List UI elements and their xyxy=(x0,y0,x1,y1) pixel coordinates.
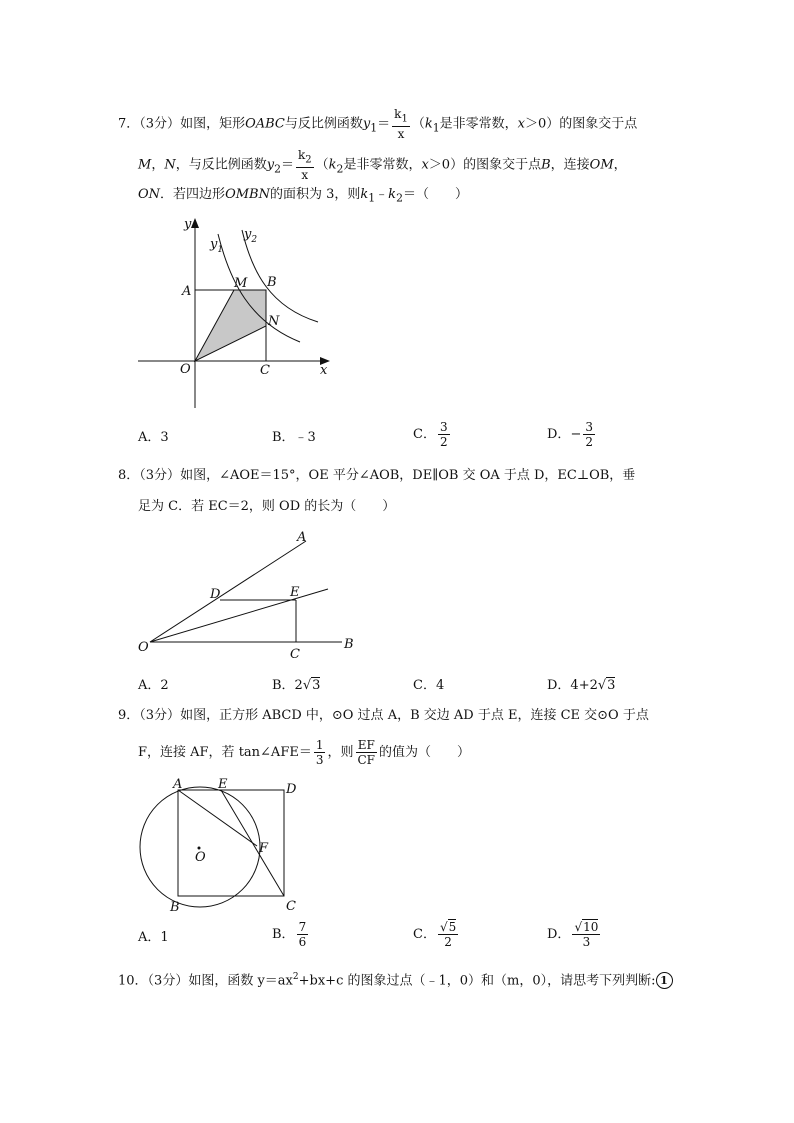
q7-line2: M，N，与反比例函数$y_2=$ $\frac{k_2}{x}$ （$k_2$是非零常数，x＞0）的图象交于点B，连接OM， xyxy=(138,148,627,183)
ray-OE xyxy=(150,589,328,642)
q9-figure xyxy=(135,776,310,916)
label-D: D xyxy=(286,782,297,797)
segment-AF xyxy=(178,790,257,846)
q7-fraction-k2-over-x: $\frac{k_2}{x}$ xyxy=(297,148,312,183)
sqrt-sign: √ xyxy=(574,920,583,934)
q8-figure xyxy=(130,528,370,663)
shaded-quadrilateral-OMBN xyxy=(195,290,266,361)
label-O: O xyxy=(180,362,191,377)
q10-line1: 10．（3分）如图，函数 $y=ax^2+bx+c$ 的图象过点（﹣1，0）和（m，0），请思考下列判断: 1 xyxy=(118,967,673,991)
label-M: M xyxy=(234,276,248,291)
label-B: B xyxy=(170,900,180,915)
q7-figure xyxy=(130,212,340,412)
q7-option-c[interactable]: C． $\frac{3}{2}$ xyxy=(413,420,448,449)
q9-option-b[interactable]: B． $\frac{7}{6}$ xyxy=(272,920,307,949)
label-A: A xyxy=(297,530,307,545)
sqrt-sign: √ xyxy=(439,920,448,934)
label-E: E xyxy=(218,777,228,792)
label-E: E xyxy=(290,585,300,600)
sqrt-sign: √ xyxy=(597,678,607,693)
q8-line1: 8．（3分）如图，∠AOE＝15°，OE 平分∠AOB，DE∥OB 交 OA 于点 D，EC⊥OB，垂 xyxy=(118,468,636,483)
q8-option-a[interactable]: A．2 xyxy=(138,678,169,693)
label-C: C xyxy=(286,899,296,914)
q8-line2: 足为 C．若 EC＝2，则 OD 的长为（ ） xyxy=(138,499,396,514)
label-x: x xyxy=(320,363,328,378)
q9-line2: F，连接 AF，若 tan∠AFE＝ $\frac{1}{3}$ ，则 $\frac{EF}{CF}$ 的值为（ ） xyxy=(138,738,471,767)
q7-line1: 7．（3分）如图，矩形OABC与反比例函数$y_1=$ $\frac{k_1}{x}$ （$k_1$是非零常数，x＞0）的图象交于点 xyxy=(118,107,638,142)
label-O: O xyxy=(195,850,206,865)
q9-line1: 9．（3分）如图，正方形 ABCD 中，⊙O 过点 A，B 交边 AD 于点 E，连接 CE 交⊙O 于点 xyxy=(118,708,649,723)
sqrt-sign: √ xyxy=(302,678,312,693)
q7-fraction-k1-over-x: $\frac{k_1}{x}$ xyxy=(394,107,408,142)
segment-CE xyxy=(221,790,284,896)
q9-option-a[interactable]: A．1 xyxy=(138,930,169,945)
label-y: y xyxy=(184,217,192,232)
q8-option-b[interactable]: B．2√3 xyxy=(272,678,321,693)
label-B: B xyxy=(267,275,277,290)
label-O: O xyxy=(138,640,149,655)
q8-option-d[interactable]: D．4+2√3 xyxy=(547,678,616,693)
circled-number: 1 xyxy=(656,972,673,989)
ray-OA xyxy=(150,541,306,642)
q7-option-b[interactable]: B．﹣3 xyxy=(272,430,316,445)
label-D: D xyxy=(210,587,221,602)
label-N: N xyxy=(268,314,280,329)
label-A: A xyxy=(173,777,183,792)
q7-line3: ON．若四边形OMBN的面积为 3，则$k_1﹣k_2=$（ ） xyxy=(138,187,468,205)
label-A: A xyxy=(182,284,192,299)
q8-option-c[interactable]: C．4 xyxy=(413,678,445,693)
label-y1: $y_1$ xyxy=(210,237,224,255)
label-C: C xyxy=(290,647,300,662)
label-y2: $y_2$ xyxy=(244,227,258,245)
q9-option-d[interactable]: D． $\frac{√10}{3}$ xyxy=(547,920,599,949)
label-C: C xyxy=(260,363,270,378)
q7-option-d[interactable]: D．− $\frac{3}{2}$ xyxy=(547,420,593,449)
q7-option-a[interactable]: A．3 xyxy=(138,430,169,445)
q9-option-c[interactable]: C． $\frac{√5}{2}$ xyxy=(413,920,457,949)
label-F: F xyxy=(259,841,269,856)
label-B: B xyxy=(344,637,354,652)
y-axis-arrow xyxy=(191,218,199,228)
